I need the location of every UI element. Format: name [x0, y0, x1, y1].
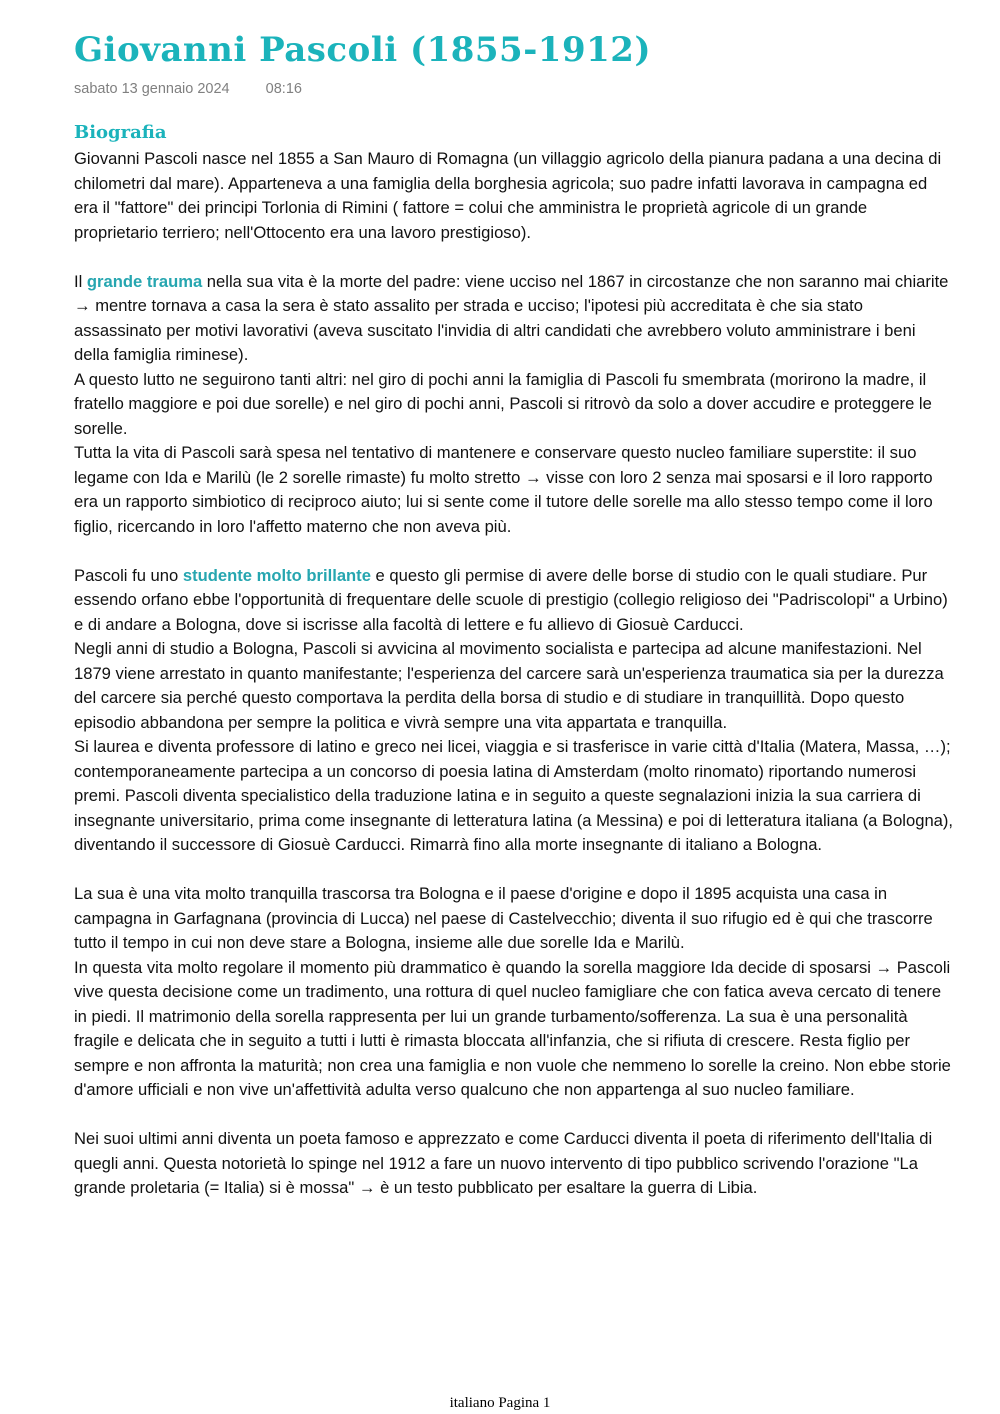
- document-body: [74, 147, 954, 1201]
- page-time: 08:16: [265, 81, 302, 97]
- page-title: Giovanni Pascoli (1855-1912): [74, 30, 652, 70]
- highlight-grande-trauma: grande trauma: [86, 271, 203, 291]
- section-heading: Biografia: [74, 122, 167, 143]
- paragraph-2-text-post: nella sua vita è la morte del padre: viene ucciso nel 1867 in circostanze che non saranno mai chiarite → mentre tornava a casa la sera è stato assalito per strada e ucciso; l'ipotesi più accreditata è che sia stato assassinato per motivi lavorativi (aveva suscitato l'invidia di altri candidati che avrebbero voluto amministrare i beni della famiglia riminese).: [74, 271, 949, 364]
- blank-line: [74, 539, 954, 564]
- highlight-studente-brillante: studente molto brillante: [182, 565, 371, 585]
- paragraph-2-text-pre: Il: [74, 271, 87, 291]
- paragraph-9: In questa vita molto regolare il momento più drammatico è quando la sorella maggiore Ida decide di sposarsi → Pascoli vive questa decisione come un tradimento, una rottura di quel nucleo famigliare che con fatica aveva cercato di tenere in piedi. Il matrimonio della sorella rappresenta per lui un grande turbamento/sofferenza. La sua è una personalità fragile e delicata che in seguito a tutti i lutti è rimasta bloccata all'infanzia, che si rifiuta di crescere. Resta figlio per sempre e non affronta la maturità; non crea una famiglia e non vuole che nemmeno lo sorelle la creino. Non ebbe storie d'amore ufficiali e non vive un'affettività adulta verso qualcuno che non appartenga al suo nucleo familiare.: [74, 957, 951, 1099]
- paragraph-6: Negli anni di studio a Bologna, Pascoli si avvicina al movimento socialista e partecipa ad alcune manifestazioni. Nel 1879 viene arrestato in quanto manifestante; l'esperienza del carcere sarà un'esperienza traumatica sia per la durezza del carcere sia perché questo comportava la perdita della borsa di studio e di studiare in tranquillità. Dopo questo episodio abbandona per sempre la politica e vivrà sempre una vita appartata e tranquilla.: [74, 639, 944, 732]
- blank-line: [74, 858, 954, 883]
- paragraph-3: A questo lutto ne seguirono tanti altri: nel giro di pochi anni la famiglia di Pascoli fu smembrata (morirono la madre, il fratello maggiore e poi due sorelle) e nel giro di pochi anni, Pascoli si ritrovò da solo a dover accudire e proteggere le sorelle.: [74, 369, 932, 438]
- page-metadata: [74, 81, 302, 97]
- paragraph-10: Nei suoi ultimi anni diventa un poeta famoso e apprezzato e come Carducci diventa il poeta di riferimento dell'Italia di quegli anni. Questa notorietà lo spinge nel 1912 a fare un nuovo intervento di tipo pubblico scrivendo l'orazione "La grande proletaria (= Italia) si è mossa" → è un testo pubblicato per esaltare la guerra di Libia.: [74, 1129, 933, 1197]
- paragraph-7: Si laurea e diventa professore di latino e greco nei licei, viaggia e si trasferisce in varie città d'Italia (Matera, Massa, …); contemporaneamente partecipa a un concorso di poesia latina di Amsterdam (molto rinomato) riportando numerosi premi. Pascoli diventa specialistico della traduzione latina e in seguito a queste segnalazioni inizia la sua carriera di insegnante universitario, prima come insegnante di letteratura latina (a Messina) e poi di letteratura italiana (a Bologna), diventando il successore di Giosuè Carducci. Rimarrà fino alla morte insegnante di italiano a Bologna.: [74, 737, 954, 854]
- blank-line: [74, 1103, 954, 1128]
- paragraph-2: [74, 270, 954, 368]
- page-date: sabato 13 gennaio 2024: [74, 81, 230, 97]
- paragraph-5-text-pre: Pascoli fu uno: [74, 565, 183, 585]
- paragraph-5: [74, 564, 954, 638]
- blank-line: [74, 245, 954, 270]
- paragraph-4: Tutta la vita di Pascoli sarà spesa nel tentativo di mantenere e conservare questo nucleo familiare superstite: il suo legame con Ida e Marilù (le 2 sorelle rimaste) fu molto stretto → visse con loro 2 senza mai sposarsi e il loro rapporto era un rapporto simbiotico di reciproco aiuto; lui si sente come il tutore delle sorelle ma allo stesso tempo come il loro figlio, ricercando in loro l'affetto materno che non aveva più.: [74, 443, 933, 536]
- paragraph-1: Giovanni Pascoli nasce nel 1855 a San Mauro di Romagna (un villaggio agricolo della pianura padana a una decina di chilometri dal mare). Apparteneva a una famiglia della borghesia agricola; suo padre infatti lavorava in campagna ed era il "fattore" dei principi Torlonia di Rimini ( fattore = colui che amministra le proprietà agricole di un grande proprietario terriero; nell'Ottocento era una lavoro prestigioso).: [74, 149, 942, 242]
- paragraph-5-text-post: e questo gli permise di avere delle borse di studio con le quali studiare. Pur essendo orfano ebbe l'opportunità di frequentare delle scuole di prestigio (collegio religioso dei "Padriscolopi" a Urbino) e di andare a Bologna, dove si iscrisse alla facoltà di lettere e fu allievo di Giosuè Carducci.: [74, 565, 948, 634]
- paragraph-8: La sua è una vita molto tranquilla trascorsa tra Bologna e il paese d'origine e dopo il 1895 acquista una casa in campagna in Garfagnana (provincia di Lucca) nel paese di Castelvecchio; diventa il suo rifugio ed è qui che trascorre tutto il tempo in cui non deve stare a Bologna, insieme alle due sorelle Ida e Marilù.: [74, 884, 933, 952]
- page-footer: italiano Pagina 1: [449, 1395, 551, 1411]
